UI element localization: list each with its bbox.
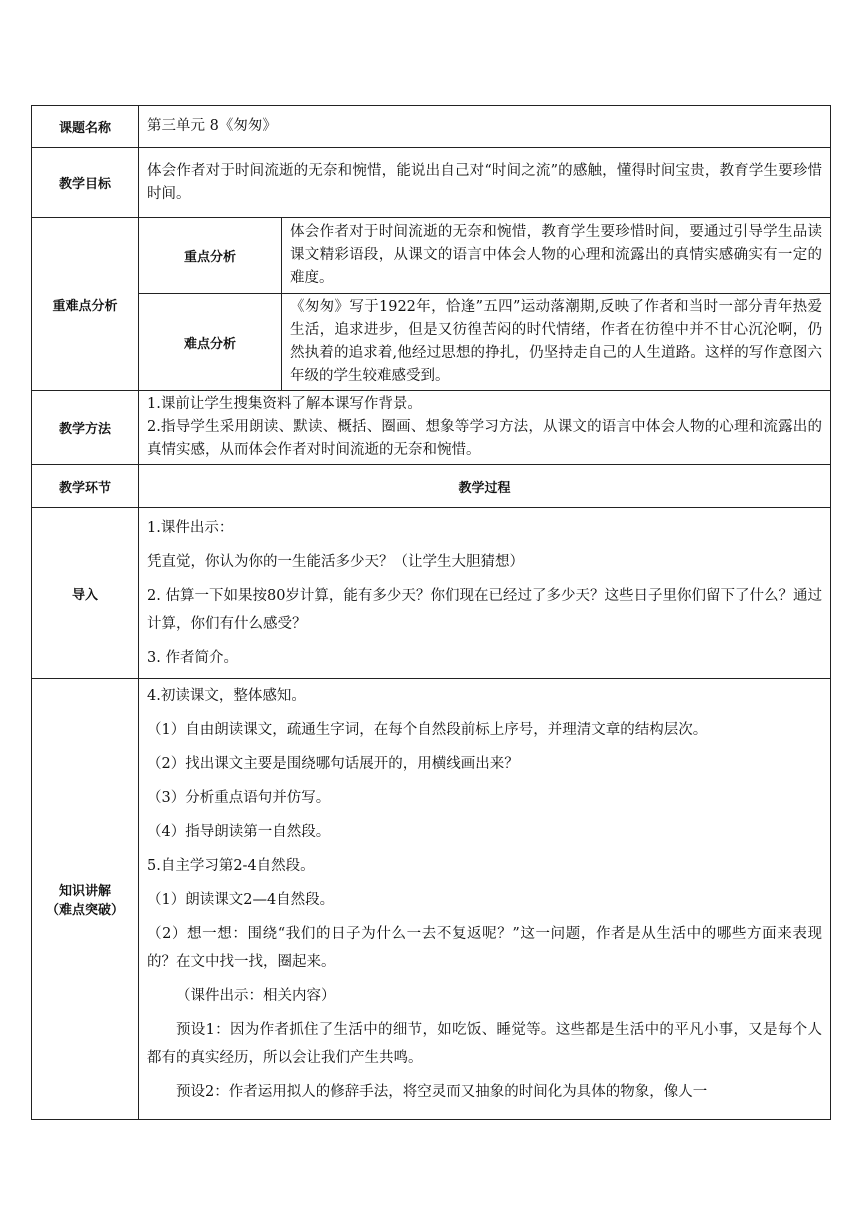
knowledge-paragraph: （1）自由朗读课文，疏通生字词，在每个自然段前标上序号，并理清文章的结构层次。 (147, 722, 708, 738)
teaching-method-cell (139, 391, 831, 465)
teaching-goal-cell (139, 148, 831, 218)
knowledge-paragraph: （1）朗读课文2—4自然段。 (147, 892, 335, 908)
hard-analysis-label: 难点分析 (139, 294, 282, 391)
knowledge-paragraph: （3）分析重点语句并仿写。 (147, 790, 331, 806)
knowledge-paragraph: （2）想一想：围绕“我们的日子为什么一去不复返呢？”这一问题，作者是从生活中的哪些方面来表现的？在文中找一找，圈起来。 (147, 926, 822, 970)
teaching-method-line-2: 2.指导学生采用朗读、默读、概括、圈画、想象等学习方法，从课文的语言中体会人物的心理和流露出的真情实感，从而体会作者对时间流逝的无奈和惋惜。 (147, 419, 822, 458)
row-teaching-goal (32, 148, 831, 218)
teaching-goal-value: 体会作者对于时间流逝的无奈和惋惜，能说出自己对“时间之流”的感触，懂得时间宝贵，教育学生要珍惜时间。 (147, 162, 822, 202)
knowledge-label-line-1: 知识讲解 (58, 884, 111, 899)
teaching-stage-header: 教学环节 (32, 465, 139, 508)
teaching-method-value (139, 391, 830, 464)
knowledge-label-line-2: （难点突破） (45, 903, 124, 918)
row-section-header (32, 465, 831, 508)
key-analysis-label: 重点分析 (139, 218, 282, 294)
lesson-title-label: 课题名称 (32, 106, 139, 148)
row-intro (32, 508, 831, 679)
lesson-plan-table (31, 105, 831, 1120)
knowledge-paragraph: （课件出示：相关内容） (176, 988, 336, 1004)
key-analysis-value: 体会作者对于时间流逝的无奈和惋惜，教育学生要珍惜时间，要通过引导学生品读课文精彩语段，从课文的语言中体会人物的心理和流露出的真情实感确实有一定的难度。 (290, 224, 822, 286)
knowledge-paragraph: 5.自主学习第2-4自然段。 (147, 858, 315, 874)
intro-paragraph: 3. 作者简介。 (147, 650, 238, 666)
row-lesson-title (32, 106, 831, 148)
knowledge-label (32, 679, 139, 1120)
teaching-process-header: 教学过程 (139, 465, 831, 508)
intro-paragraph: 1.课件出示： (147, 520, 234, 536)
knowledge-content (139, 679, 831, 1120)
lesson-title-value: 第三单元 8《匆匆》 (147, 118, 277, 134)
intro-content (139, 508, 831, 679)
knowledge-paragraph: 4.初读课文，整体感知。 (147, 688, 306, 704)
teaching-method-label: 教学方法 (32, 391, 139, 465)
teaching-method-line-1: 1.课前让学生搜集资料了解本课写作背景。 (147, 396, 422, 412)
row-key-analysis (32, 218, 831, 294)
knowledge-paragraph: 预设1：因为作者抓住了生活中的细节，如吃饭、睡觉等。这些都是生活中的平凡小事，又是每个人都有的真实经历，所以会让我们产生共鸣。 (147, 1022, 822, 1066)
difficulty-analysis-label: 重难点分析 (32, 218, 139, 391)
hard-analysis-value: 《匆匆》写于1922年，恰逢”五四”运动落潮期,反映了作者和当时一部分青年热爱生活，追求进步，但是又彷徨苦闷的时代情绪，作者在彷徨中并不甘心沉沦啊，仍然执着的追求着,他经过思想的挣扎，仍坚持走自己的人生道路。这样的写作意图六年级的学生较难感受到。 (290, 299, 822, 384)
hard-analysis-cell (282, 294, 831, 391)
intro-paragraph: 2. 估算一下如果按80岁计算，能有多少天？你们现在已经过了多少天？这些日子里你们留下了什么？通过计算，你们有什么感受？ (147, 588, 822, 632)
row-knowledge (32, 679, 831, 1120)
knowledge-paragraph: （4）指导朗读第一自然段。 (147, 824, 331, 840)
row-hard-analysis (32, 294, 831, 391)
intro-label: 导入 (32, 508, 139, 679)
row-teaching-method (32, 391, 831, 465)
knowledge-paragraph: （2）找出课文主要是围绕哪句话展开的，用横线画出来？ (147, 756, 519, 772)
lesson-plan-page (31, 105, 830, 1120)
intro-paragraph: 凭直觉，你认为你的一生能活多少天？（让学生大胆猜想） (147, 554, 524, 570)
knowledge-paragraph: 预设2：作者运用拟人的修辞手法，将空灵而又抽象的时间化为具体的物象，像人一 (176, 1084, 708, 1100)
teaching-goal-label: 教学目标 (32, 148, 139, 218)
key-analysis-cell (282, 218, 831, 294)
lesson-title-cell (139, 106, 831, 148)
